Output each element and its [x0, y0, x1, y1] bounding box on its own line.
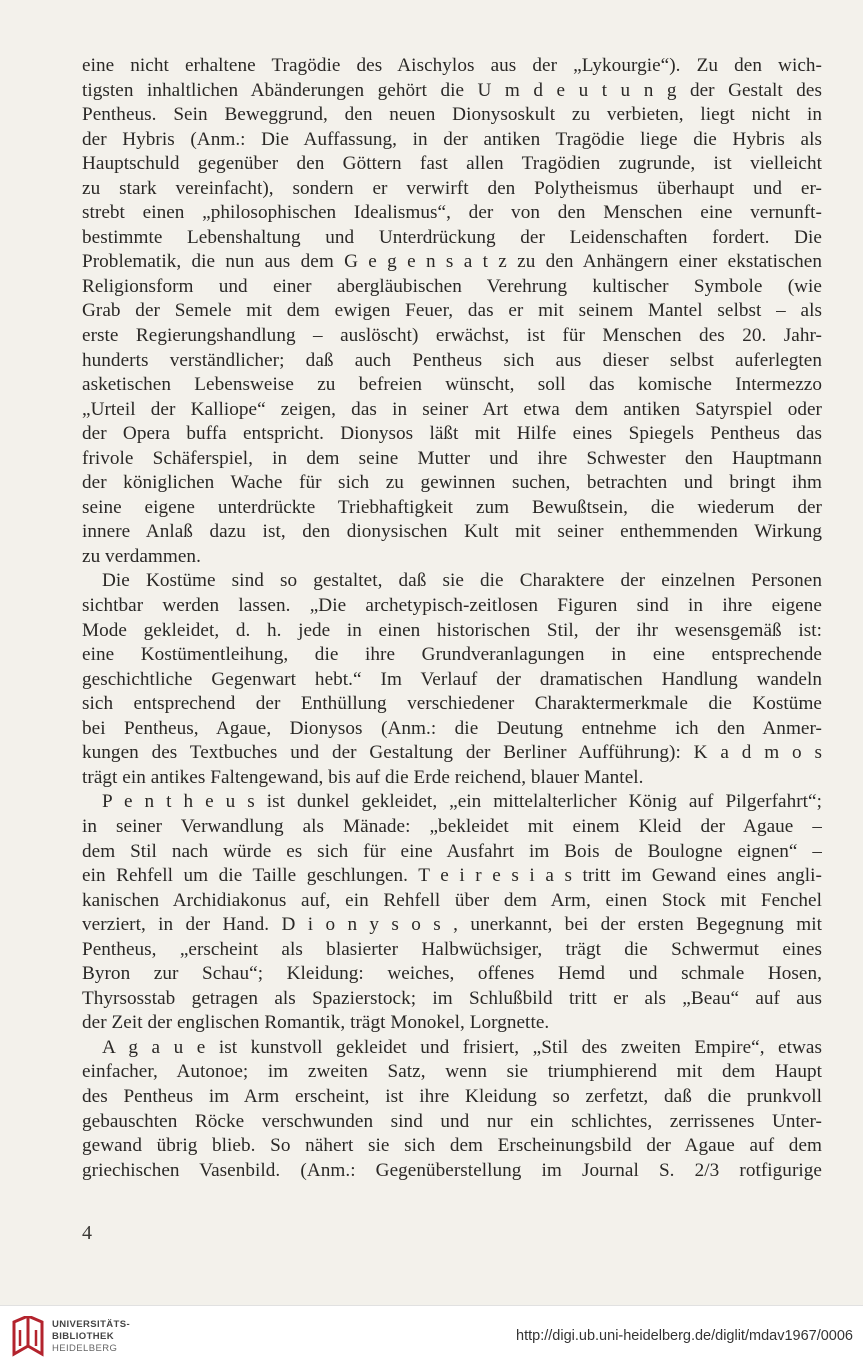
- text-line: Grab der Semele mit dem ewigen Feuer, das er mit seinem Mantel selbst – als: [82, 300, 822, 322]
- text-line: asketischen Lebensweise zu befreien wünscht, soll das komische Intermezzo: [82, 374, 822, 396]
- text-line: Problematik, die nun aus dem G e g e n s a t z zu den Anhängern einer ekstatischen: [82, 251, 822, 273]
- library-name-line: HEIDELBERG: [52, 1343, 118, 1354]
- text-line: „Urteil der Kalliope“ zeigen, das in seiner Art etwa dem antiken Satyrspiel oder: [82, 398, 822, 420]
- text-line: geschichtliche Gegenwart hebt.“ Im Verlauf der dramatischen Handlung wandeln: [82, 668, 822, 690]
- text-line: der königlichen Wache für sich zu gewinnen suchen, betrachten und bringt ihm: [82, 472, 822, 494]
- text-line: strebt einen „philosophischen Idealismus“, der von den Menschen eine vernunft-: [82, 202, 822, 224]
- text-line: Mode gekleidet, d. h. jede in einen historischen Stil, der ihr wesensgemäß ist:: [82, 619, 822, 641]
- library-name-line: UNIVERSITÄTS-: [52, 1319, 131, 1330]
- text-line: seine eigene unterdrückte Triebhaftigkeit zum Bewußtsein, die wiederum der: [82, 496, 822, 518]
- text-line: hunderts verständlicher; daß auch Pentheus sich aus dieser selbst auferlegten: [82, 349, 822, 371]
- text-line: verziert, in der Hand. D i o n y s o s , unerkannt, bei der ersten Begegnung mit: [82, 914, 822, 936]
- text-line: kanischen Archidiakonus auf, ein Rehfell über dem Arm, einen Stock mit Fenchel: [82, 889, 822, 911]
- library-name-line: BIBLIOTHEK: [52, 1331, 115, 1342]
- text-line: sich entsprechend der Enthüllung verschiedener Charaktermerkmale die Kostüme: [82, 693, 822, 715]
- text-line: Byron zur Schau“; Kleidung: weiches, offenes Hemd und schmale Hosen,: [82, 963, 822, 985]
- text-line: der Hybris (Anm.: Die Auffassung, in der antiken Tragödie liege die Hybris als: [82, 128, 822, 150]
- page-number: 4: [82, 1222, 92, 1244]
- text-line: des Pentheus im Arm erscheint, ist ihre Kleidung so zerfetzt, daß die prunkvoll: [82, 1085, 822, 1107]
- text-line: der Zeit der englischen Romantik, trägt Monokel, Lorgnette.: [82, 1012, 550, 1034]
- text-line: dem Stil nach würde es sich für eine Ausfahrt im Bois de Boulogne eignen“ –: [82, 840, 822, 862]
- text-line: innere Anlaß dazu ist, den dionysischen Kult mit seiner enthemmenden Wirkung: [82, 521, 822, 543]
- text-line: eine nicht erhaltene Tragödie des Aischylos aus der „Lykourgie“). Zu den wich-: [82, 55, 822, 76]
- text-line: eine Kostümentleihung, die ihre Grundveranlagungen in eine entsprechende: [82, 644, 822, 666]
- text-line: zu stark vereinfacht), sondern er verwirft den Polytheismus überhaupt und er-: [82, 177, 822, 199]
- text-line: in seiner Verwandlung als Mänade: „bekleidet mit einem Kleid der Agaue –: [82, 815, 822, 837]
- text-line: bei Pentheus, Agaue, Dionysos (Anm.: die Deutung entnehme ich den Anmer-: [82, 717, 822, 739]
- text-line: gewand übrig blieb. So nähert sie sich dem Erscheinungsbild der Agaue auf dem: [82, 1135, 822, 1157]
- text-line: trägt ein antikes Faltengewand, bis auf die Erde reichend, blauer Mantel.: [82, 766, 644, 788]
- text-line: kungen des Textbuches und der Gestaltung der Berliner Aufführung): K a d m o s: [82, 742, 822, 764]
- text-line: bestimmte Lebenshaltung und Unterdrückung der Leidenschaften fordert. Die: [82, 226, 822, 248]
- text-line: sichtbar werden lassen. „Die archetypisch-zeitlosen Figuren sind in ihre eigene: [82, 595, 822, 617]
- text-line: griechischen Vasenbild. (Anm.: Gegenüberstellung im Journal S. 2/3 rotfigurige: [82, 1159, 822, 1181]
- text-line: der Opera buffa entspricht. Dionysos läßt mit Hilfe eines Spiegels Pentheus das: [82, 423, 822, 445]
- library-footer: [0, 1305, 863, 1368]
- text-line: tigsten inhaltlichen Abänderungen gehört die U m d e u t u n g der Gestalt des: [82, 79, 822, 101]
- text-line: P e n t h e u s ist dunkel gekleidet, „ein mittelalterlicher König auf Pilgerfahrt“;: [102, 791, 822, 813]
- text-line: zu verdammen.: [82, 545, 201, 567]
- text-line: Die Kostüme sind so gestaltet, daß sie die Charaktere der einzelnen Personen: [102, 570, 822, 592]
- text-line: ein Rehfell um die Taille geschlungen. T e i r e s i a s tritt im Gewand eines angli-: [82, 865, 822, 887]
- text-line: Religionsform und einer abergläubischen Verehrung kultischer Symbole (wie: [82, 275, 822, 297]
- text-line: Thyrsosstab getragen als Spazierstock; im Schlußbild tritt er als „Beau“ auf aus: [82, 987, 822, 1009]
- text-line: Hauptschuld gegenüber den Göttern fast allen Tragödien zugrunde, ist vielleicht: [82, 153, 822, 175]
- text-line: erste Regierungshandlung – auslöscht) erwächst, ist für Menschen des 20. Jahr-: [82, 325, 822, 347]
- text-line: gebauschten Röcke verschwunden sind und nur ein schlichtes, zerrissenes Unter-: [82, 1110, 822, 1132]
- library-logo-icon: [8, 1316, 48, 1360]
- text-line: frivole Schäferspiel, in dem seine Mutter und ihre Schwester den Hauptmann: [82, 447, 822, 469]
- source-url-link[interactable]: http://digi.ub.uni-heidelberg.de/diglit/mdav1967/0006: [516, 1328, 853, 1344]
- text-line: A g a u e ist kunstvoll gekleidet und frisiert, „Stil des zweiten Empire“, etwas: [102, 1036, 822, 1058]
- text-line: Pentheus, „erscheint als blasierter Halbwüchsiger, trägt die Schwermut eines: [82, 938, 822, 960]
- body-text: [82, 54, 822, 1183]
- library-name: [52, 1319, 130, 1355]
- text-line: einfacher, Autonoe; im zweiten Satz, wenn sie triumphierend mit dem Haupt: [82, 1061, 822, 1083]
- text-line: Pentheus. Sein Beweggrund, den neuen Dionysoskult zu verbieten, liegt nicht in: [82, 104, 822, 126]
